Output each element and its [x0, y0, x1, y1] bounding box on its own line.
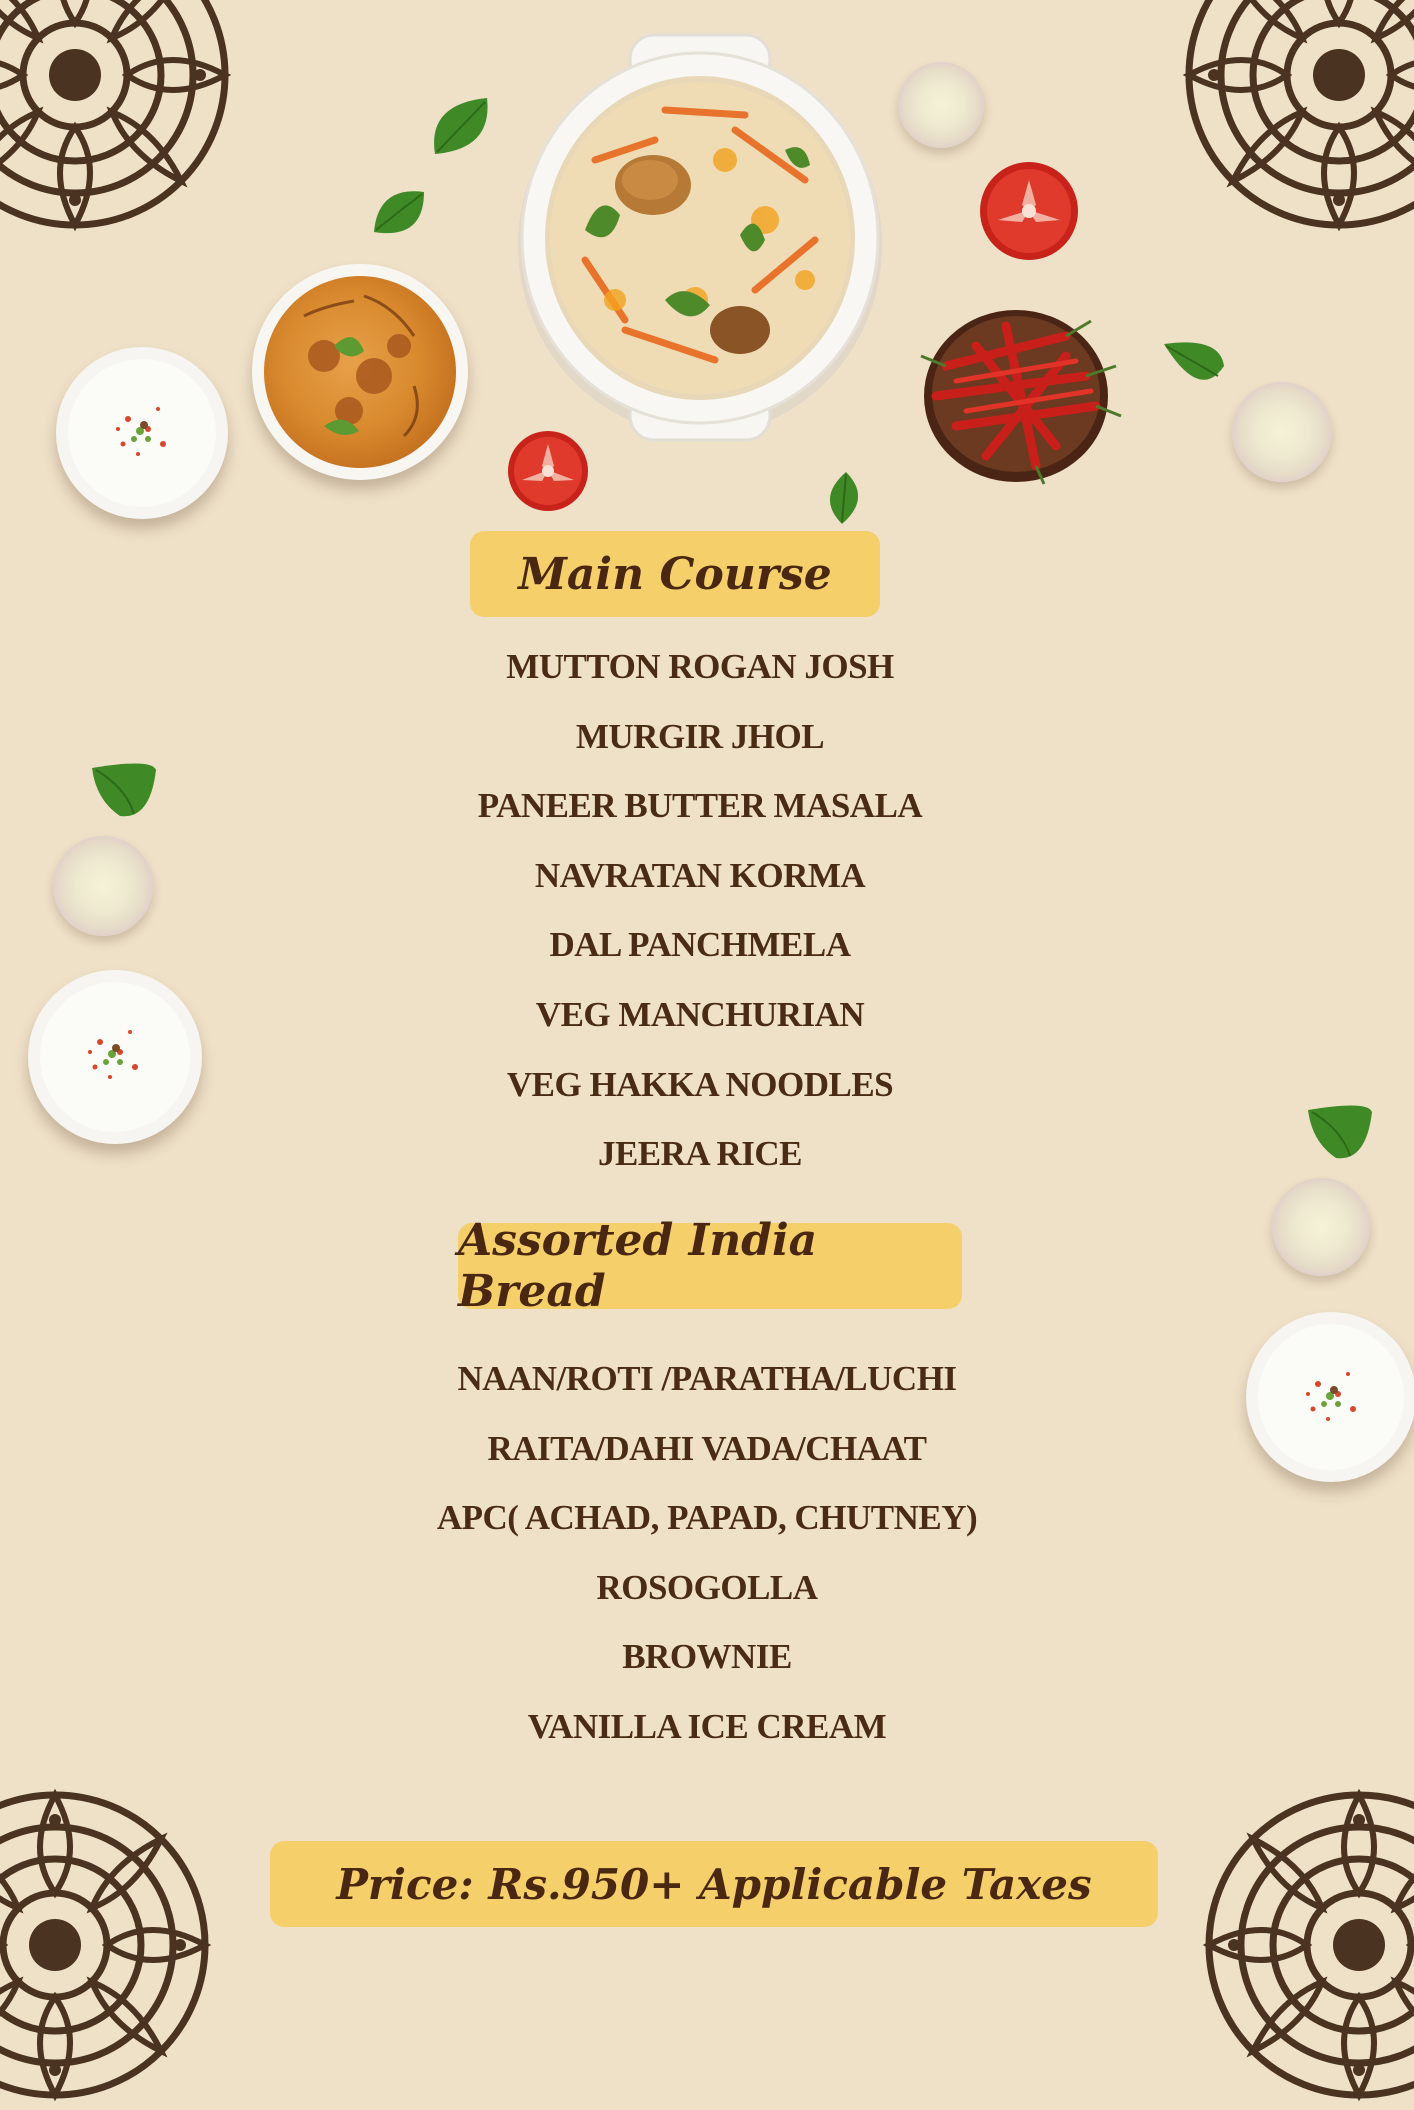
menu-item: VEG MANCHURIAN [535, 994, 865, 1034]
chicken-curry-bowl-image [252, 264, 468, 480]
raita-bowl-image [56, 347, 228, 519]
onion-slice-image [898, 62, 984, 148]
mandala-corner-bottom-left [0, 1780, 220, 2110]
basil-leaf-image [1160, 336, 1228, 396]
main-course-heading: Main Course [470, 531, 880, 617]
menu-item: MUTTON ROGAN JOSH [506, 647, 894, 686]
menu-item: RAITA/DAHI VADA/CHAAT [487, 1428, 927, 1468]
onion-slice-image [1232, 382, 1332, 482]
mandala-corner-top-right [1174, 0, 1414, 240]
menu-item: NAAN/ROTI /PARATHA/LUCHI [457, 1359, 957, 1398]
main-course-list [0, 632, 1414, 1189]
menu-item: DAL PANCHMELA [549, 925, 851, 965]
mandala-corner-bottom-right [1194, 1780, 1414, 2110]
bread-list [0, 1344, 1414, 1762]
bread-heading: Assorted India Bread [458, 1223, 962, 1309]
basil-leaf-image [816, 468, 868, 526]
tomato-slice-image [978, 160, 1080, 262]
tomato-slice-image [507, 430, 589, 512]
menu-item: PANEER BUTTER MASALA [477, 786, 923, 826]
mandala-corner-top-left [0, 0, 240, 240]
chili-bowl-image [916, 296, 1124, 486]
menu-item: VEG HAKKA NOODLES [506, 1064, 894, 1104]
menu-item: ROSOGOLLA [596, 1567, 818, 1607]
menu-item: BROWNIE [622, 1637, 792, 1677]
price-banner: Price: Rs.950+ Applicable Taxes [270, 1841, 1158, 1927]
biryani-dish-image [515, 30, 885, 450]
menu-item: NAVRATAN KORMA [534, 855, 866, 895]
menu-item: VANILLA ICE CREAM [527, 1706, 887, 1746]
menu-item: APC( ACHAD, PAPAD, CHUTNEY) [436, 1498, 978, 1538]
menu-item: JEERA RICE [597, 1134, 803, 1174]
basil-leaf-image [368, 182, 430, 244]
onion-slice-image [1272, 1178, 1370, 1276]
menu-item: MURGIR JHOL [575, 716, 825, 756]
basil-leaf-image [427, 94, 495, 162]
